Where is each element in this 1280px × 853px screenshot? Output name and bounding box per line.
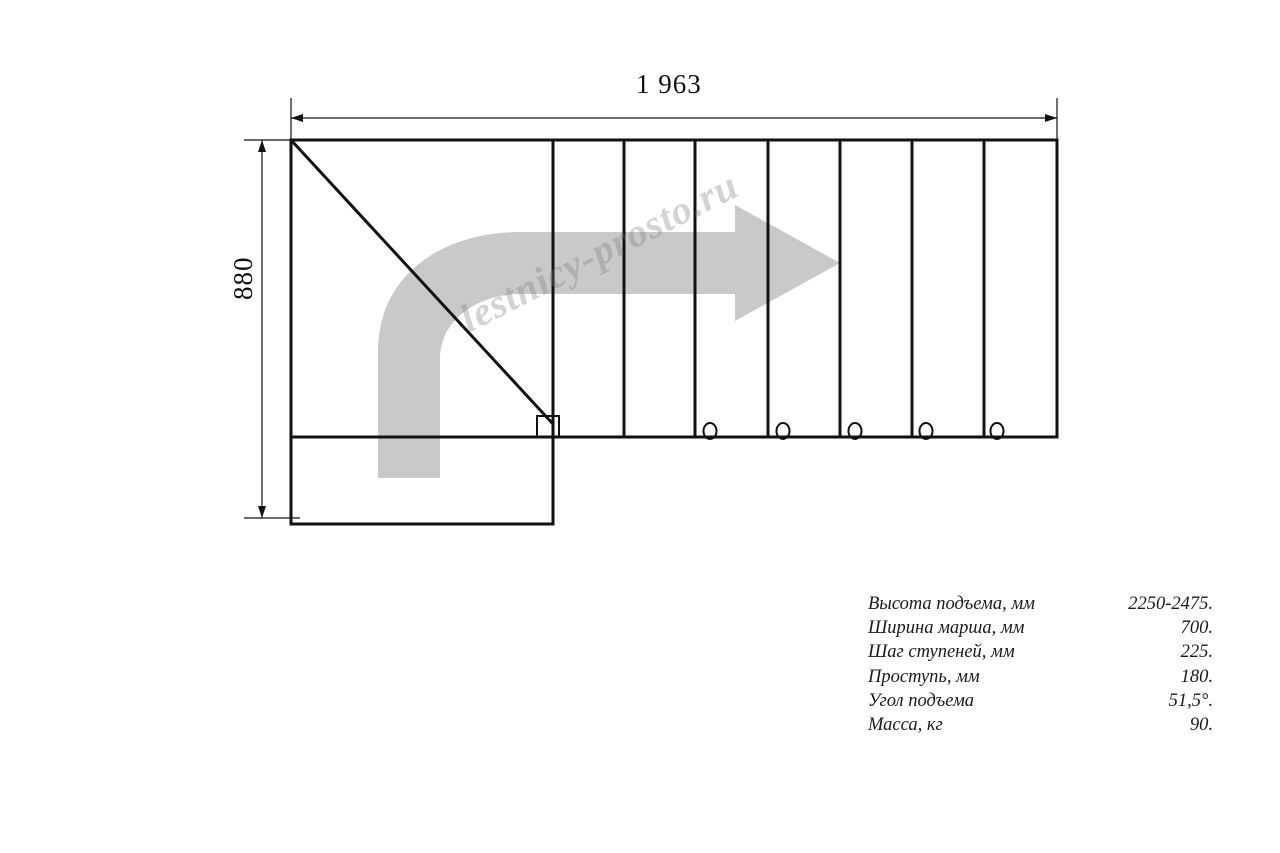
spec-name: Высота подъема, мм [868,594,1035,614]
spec-value: 225. [1180,642,1213,663]
specification-table [868,592,1213,737]
dimension-height-label: 880 [228,256,258,300]
spec-name: Ширина марша, мм [868,618,1025,639]
spec-name: Угол подъема [868,690,975,711]
watermark: lestnicy-prosto.ru [452,162,746,341]
dimension-width-label: 1 963 [636,69,702,99]
spec-name: Масса, кг [868,715,943,736]
spec-value: 700. [1180,618,1213,639]
spec-name: Шаг ступеней, мм [868,642,1015,663]
spec-row [868,689,1213,713]
dimension-width [291,98,1057,145]
spec-value: 180. [1180,666,1213,687]
spec-name: Проступь, мм [868,666,980,687]
spec-row [868,665,1213,689]
spec-value: 2250-2475. [1128,594,1213,614]
spec-row [868,713,1213,737]
spec-row [868,640,1213,664]
spec-value: 90. [1189,715,1213,736]
spec-row [868,616,1213,640]
spec-row [868,592,1213,616]
spec-value: 51,5°. [1168,690,1213,711]
